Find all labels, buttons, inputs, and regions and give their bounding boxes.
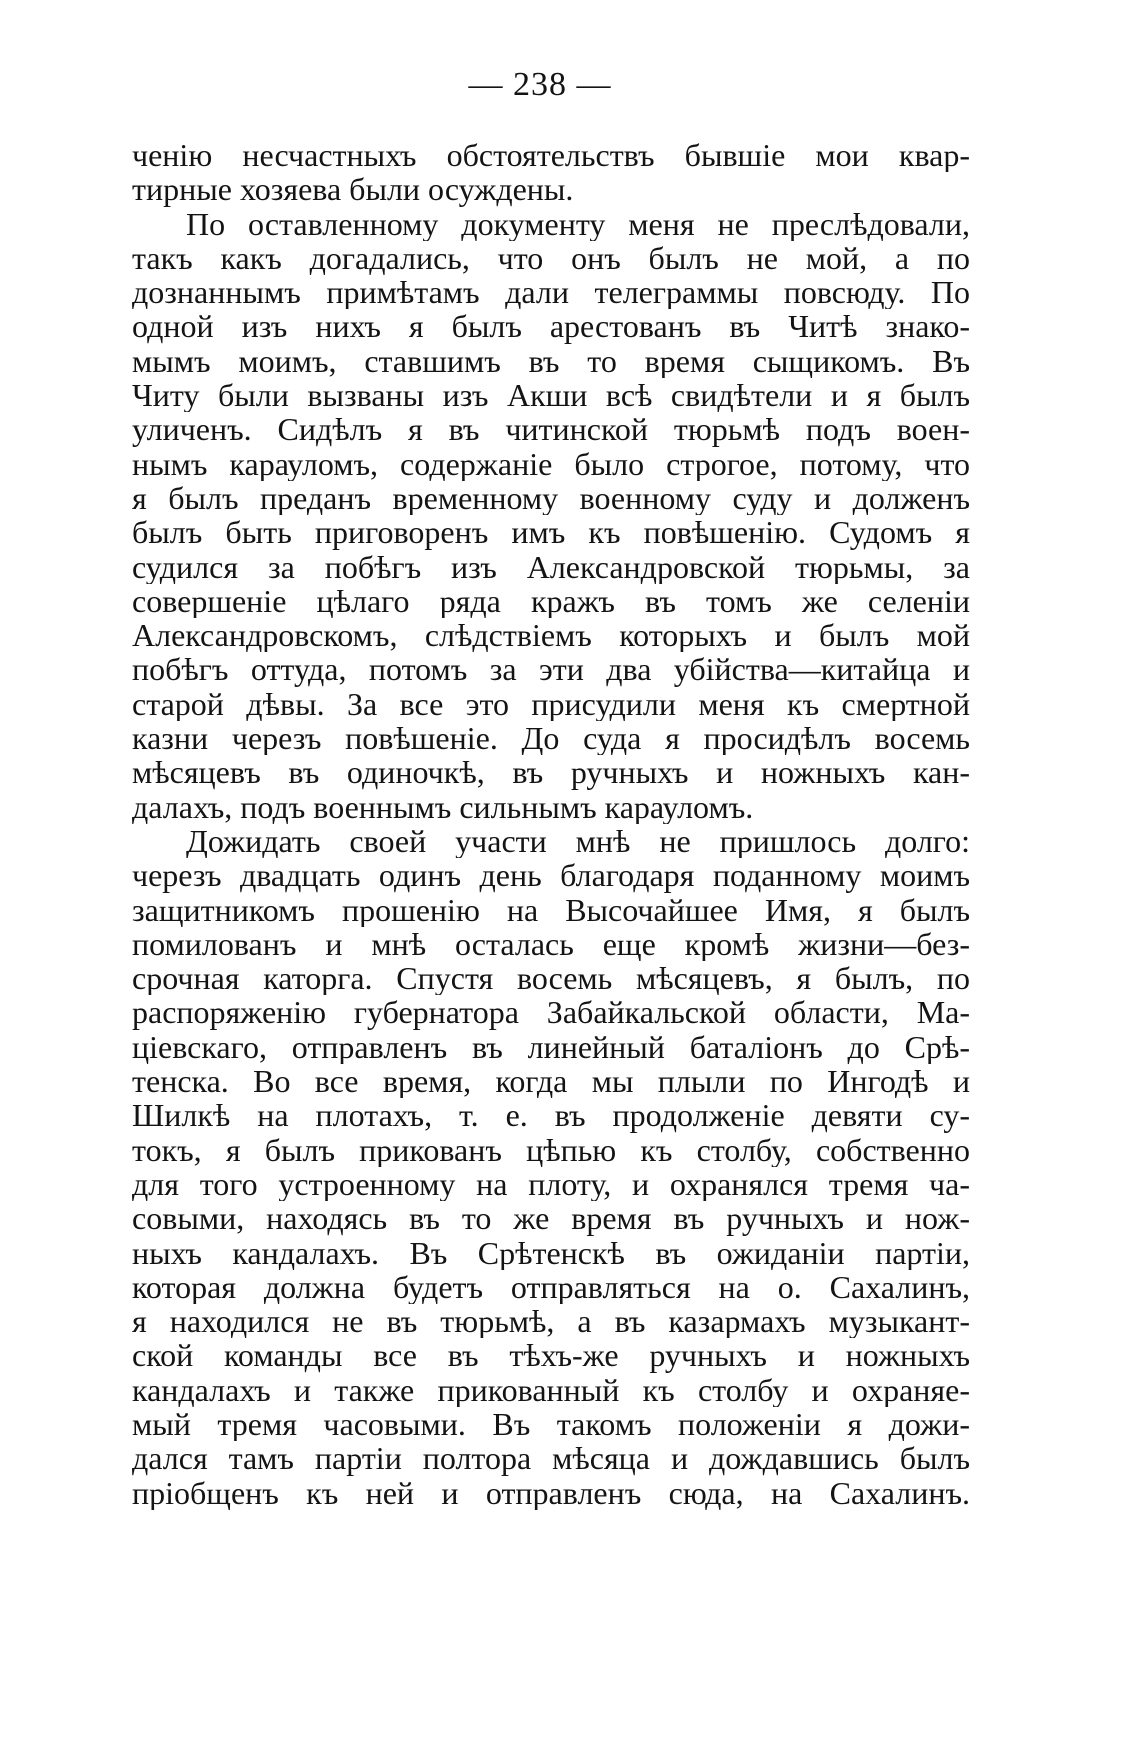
- text-line: токъ, я былъ прикованъ цѣпью къ столбу, собственно: [132, 1132, 970, 1167]
- text-line: Александровскомъ, слѣдствіемъ которыхъ и былъ мой: [132, 618, 970, 653]
- text-line: такъ какъ догадались, что онъ былъ не мой, а по: [132, 240, 970, 276]
- text-line: ныхъ кандалахъ. Въ Срѣтенскѣ въ ожиданіи партіи,: [132, 1235, 970, 1270]
- text-line: срочная каторга. Спустя восемь мѣсяцевъ, я былъ, по: [132, 961, 970, 996]
- text-line: былъ быть приговоренъ имъ къ повѣшенію. Судомъ я: [132, 515, 970, 550]
- text-line: пріобщенъ къ ней и отправленъ сюда, на Сахалинъ.: [132, 1475, 970, 1510]
- text-line: уличенъ. Сидѣлъ я въ читинской тюрьмѣ подъ воен-: [132, 412, 970, 447]
- text-line: тирные хозяева были осуждены.: [132, 172, 574, 207]
- text-line: защитникомъ прошенію на Высочайшее Имя, я былъ: [132, 892, 970, 927]
- text-line: дознаннымъ примѣтамъ дали телеграммы повсюду. По: [132, 275, 970, 310]
- text-line: дался тамъ партіи полтора мѣсяца и дождавшись былъ: [132, 1441, 970, 1476]
- text-line: я былъ преданъ временному военному суду и долженъ: [132, 480, 970, 516]
- text-line: побѣгъ оттуда, потомъ за эти два убійства—китайца и: [132, 652, 970, 687]
- text-line: совершеніе цѣлаго ряда кражъ въ томъ же селеніи: [132, 583, 970, 619]
- text-line: ской команды все въ тѣхъ-же ручныхъ и ножныхъ: [132, 1338, 970, 1373]
- text-line: одной изъ нихъ я былъ арестованъ въ Читѣ знако-: [132, 309, 970, 344]
- text-line: Дожидать своей участи мнѣ не пришлось долго:: [186, 823, 970, 859]
- text-line: казни черезъ повѣшеніе. До суда я просидѣлъ восемь: [132, 721, 970, 756]
- text-line: я находился не въ тюрьмѣ, а въ казармахъ музыкант-: [132, 1304, 970, 1339]
- text-line: мымъ моимъ, ставшимъ въ то время сыщикомъ. Въ: [132, 343, 970, 379]
- text-line: По оставленному документу меня не преслѣдовали,: [186, 206, 970, 241]
- text-line: старой дѣвы. За все это присудили меня къ смертной: [132, 686, 970, 722]
- body-text: [132, 138, 970, 1510]
- text-line: которая должна будетъ отправляться на о. Сахалинъ,: [132, 1269, 970, 1305]
- text-line: мѣсяцевъ въ одиночкѣ, въ ручныхъ и ножныхъ кан-: [132, 755, 970, 790]
- text-line: помилованъ и мнѣ осталась еще кромѣ жизни—без-: [132, 926, 970, 962]
- text-line: судился за побѣгъ изъ Александровской тюрьмы, за: [132, 549, 970, 584]
- text-line: ціевскаго, отправленъ въ линейный баталіонъ до Срѣ-: [132, 1029, 970, 1065]
- text-line: мый тремя часовыми. Въ такомъ положеніи я дожи-: [132, 1406, 970, 1442]
- text-line: тенска. Во все время, когда мы плыли по Ингодѣ и: [132, 1064, 970, 1099]
- text-line: ченію несчастныхъ обстоятельствъ бывшіе мои квар-: [132, 138, 970, 173]
- text-line: далахъ, подъ военнымъ сильнымъ карауломъ.: [132, 789, 754, 824]
- text-line: черезъ двадцать одинъ день благодаря поданному моимъ: [132, 858, 970, 893]
- text-line: нымъ карауломъ, содержаніе было строгое, потому, что: [132, 446, 970, 481]
- text-line: совыми, находясь въ то же время въ ручныхъ и нож-: [132, 1201, 970, 1236]
- text-line: Читу были вызваны изъ Акши всѣ свидѣтели и я былъ: [132, 378, 970, 413]
- text-line: Шилкѣ на плотахъ, т. е. въ продолженіе девяти су-: [132, 1098, 970, 1133]
- page-number: — 238 —: [468, 66, 612, 103]
- text-line: распоряженію губернатора Забайкальской области, Ма-: [132, 995, 970, 1030]
- text-line: кандалахъ и также прикованный къ столбу и охраняе-: [132, 1372, 970, 1407]
- text-line: для того устроенному на плоту, и охранялся тремя ча-: [132, 1166, 970, 1202]
